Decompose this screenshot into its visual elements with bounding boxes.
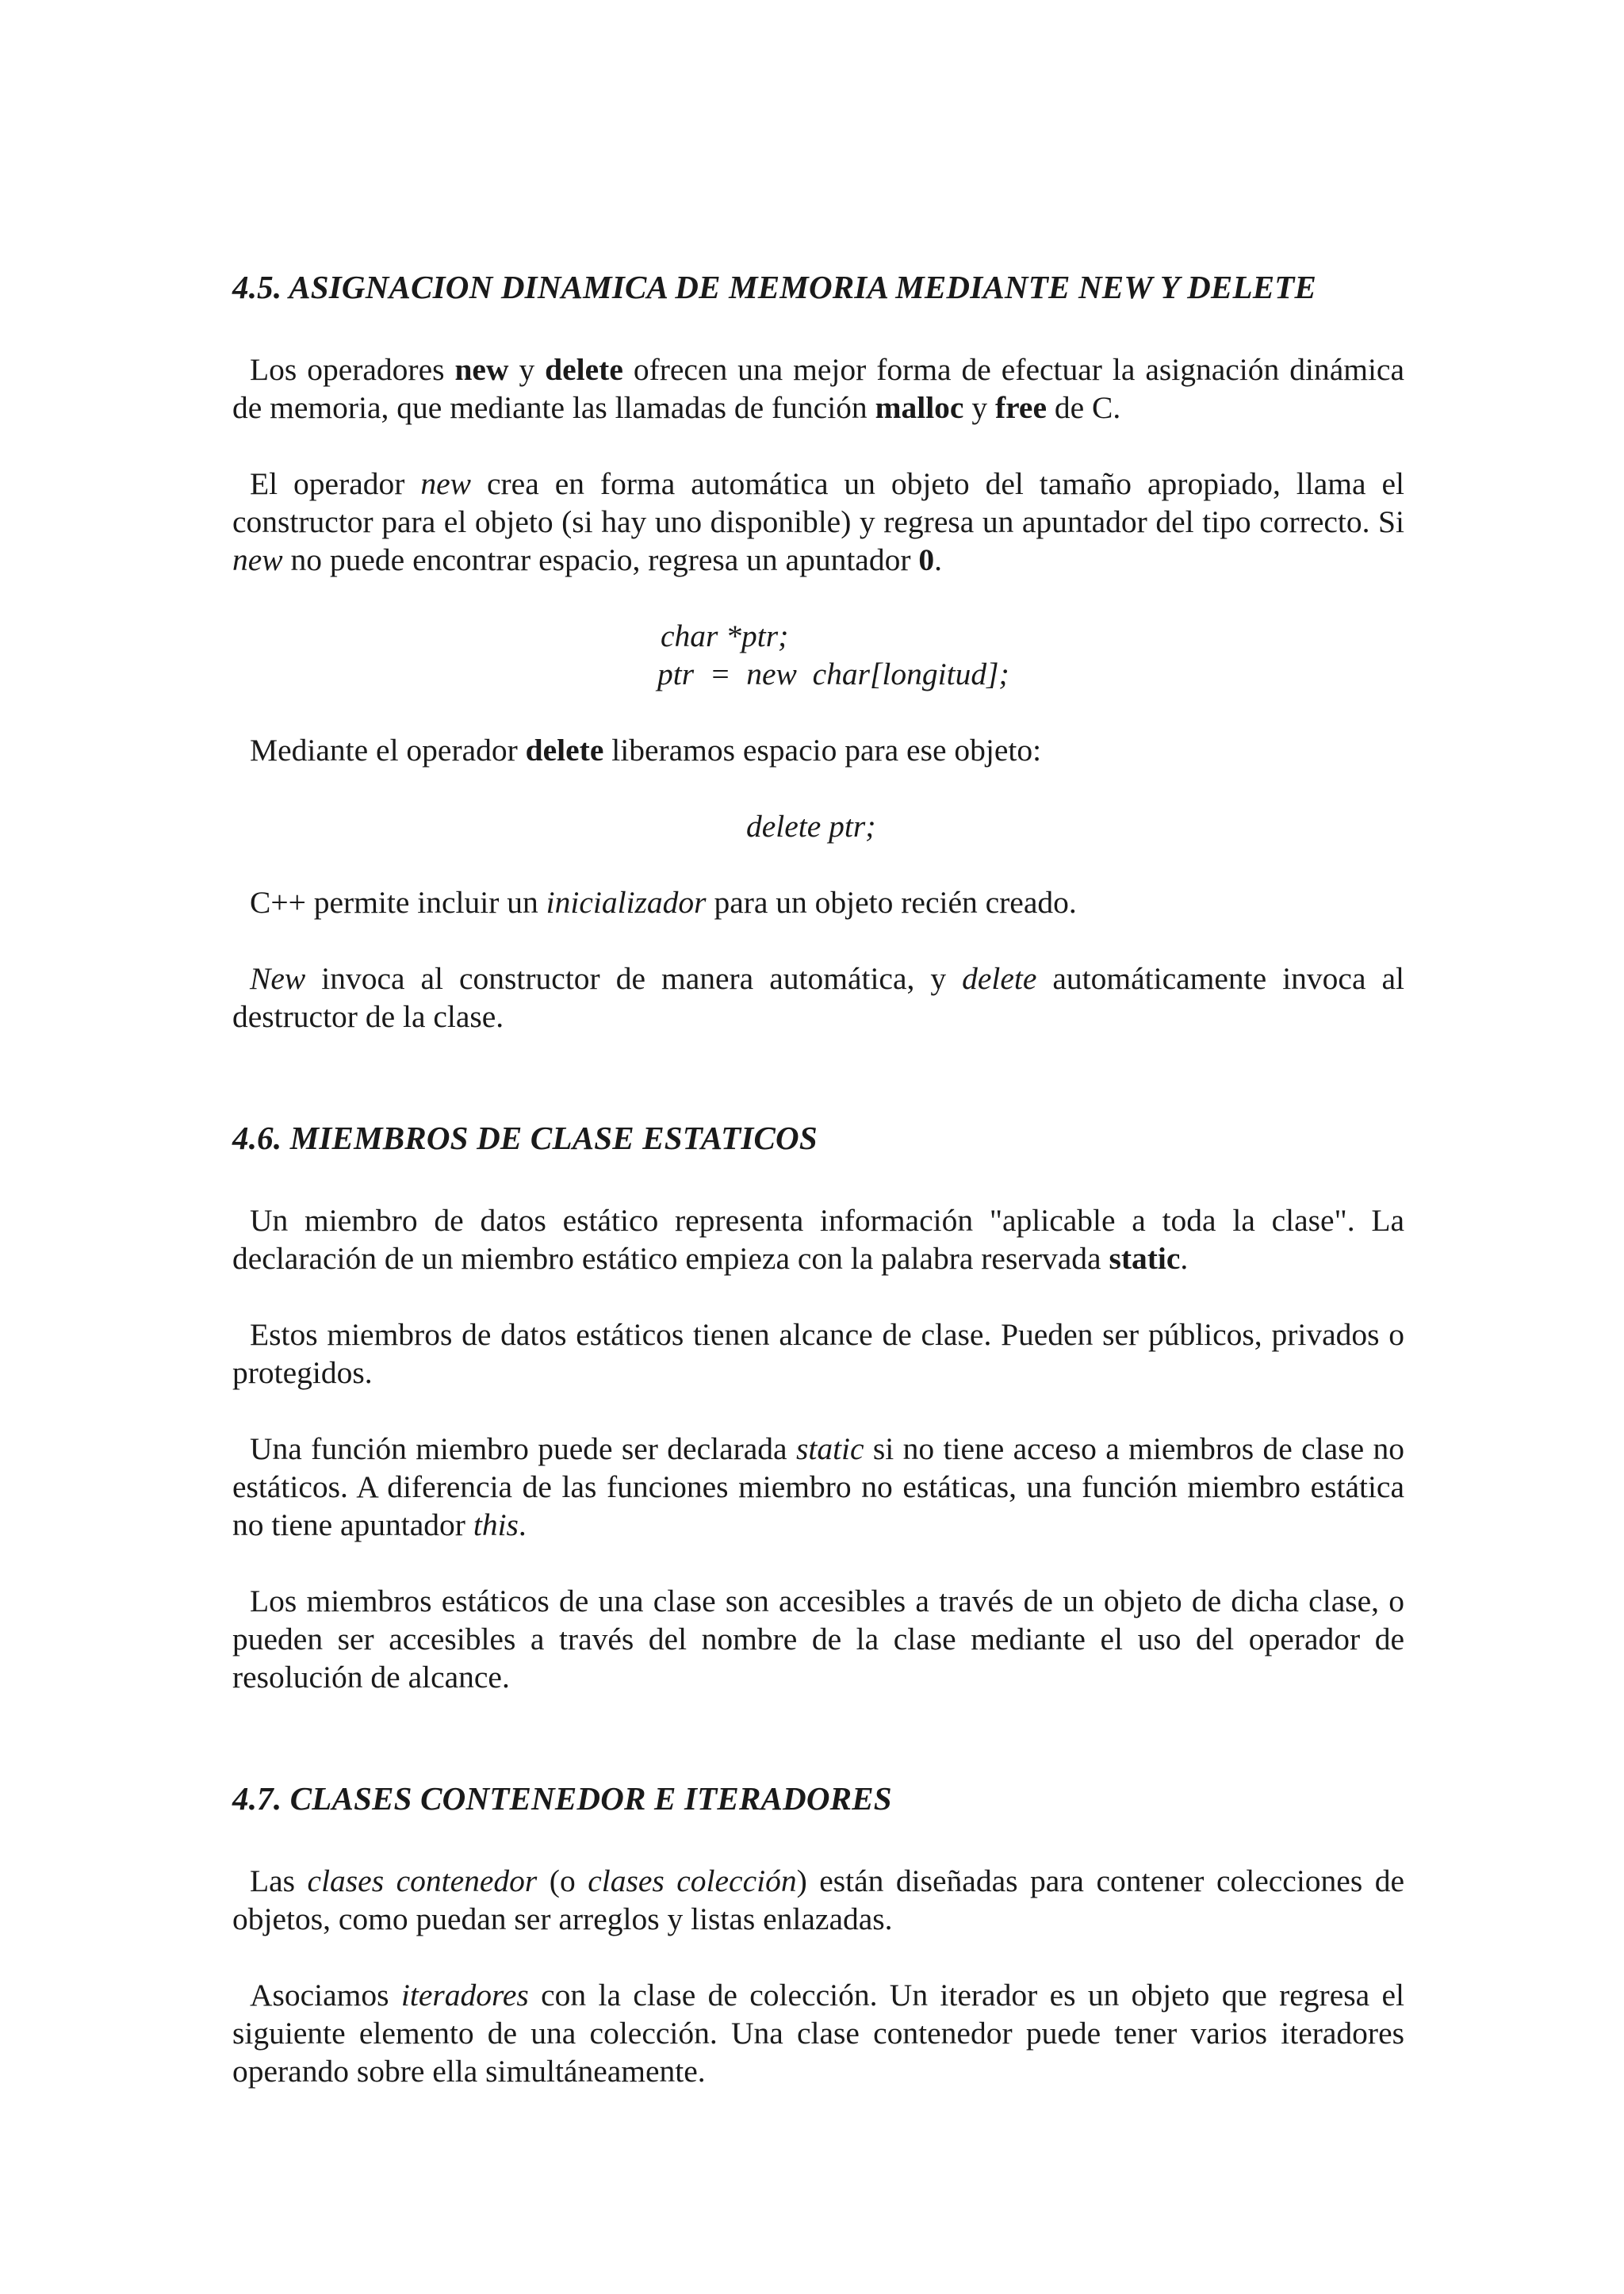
paragraph-new-operator: El operador new crea en forma automática un objeto del tamaño apropiado, llama el constructor para el objeto (si hay uno disponible) y regresa un apuntador del tipo correcto. Si new no puede encontrar espacio, regresa un apuntador 0. (232, 466, 1404, 577)
paragraph-constructor-destructor: New invoca al constructor de manera automática, y delete automáticamente invoca al destructor de la clase. (232, 961, 1404, 1034)
paragraph-container-classes: Las clases contenedor (o clases colección) están diseñadas para contener colecciones de objetos, como puedan ser arreglos y listas enlazadas. (232, 1863, 1404, 1936)
paragraph-static-access: Los miembros estáticos de una clase son accesibles a través de un objeto de dicha clase, o pueden ser accesibles a través del nombre de la clase mediante el uso del operador de resolución de alcance. (232, 1584, 1404, 1695)
section-heading-4-5: 4.5. ASIGNACION DINAMICA DE MEMORIA MEDIANTE NEW Y DELETE (232, 269, 1317, 305)
paragraph-new-delete-intro: Los operadores new y delete ofrecen una mejor forma de efectuar la asignación dinámica de memoria, que mediante las llamadas de función malloc y free de C. (232, 352, 1404, 425)
section-heading-4-7: 4.7. CLASES CONTENEDOR E ITERADORES (232, 1780, 892, 1817)
paragraph-initializer: C++ permite incluir un inicializador para un objeto recién creado. (250, 885, 1077, 920)
document-page (232, 268, 1404, 2090)
code-line-delete: delete ptr; (746, 809, 876, 844)
paragraph-static-scope: Estos miembros de datos estáticos tienen alcance de clase. Pueden ser públicos, privados o protegidos. (232, 1317, 1404, 1390)
code-line: ptr = new char[longitud]; (657, 657, 1009, 691)
paragraph-static-function: Una función miembro puede ser declarada static si no tiene acceso a miembros de clase no estáticos. A diferencia de las funciones miembro no estáticas, una función miembro estática no tiene apuntador this. (232, 1431, 1404, 1542)
code-block-new (232, 617, 1404, 693)
paragraph-static-member: Un miembro de datos estático representa información "aplicable a toda la clase". La declaración de un miembro estático empieza con la palabra reservada static. (232, 1203, 1404, 1276)
paragraph-iterators: Asociamos iteradores con la clase de colección. Un iterador es un objeto que regresa el siguiente elemento de una colección. Una clase contenedor puede tener varios iteradores operando sobre ella simultáneamente. (232, 1978, 1404, 2089)
code-line: char *ptr; (661, 618, 789, 653)
paragraph-delete-operator: Mediante el operador delete liberamos espacio para ese objeto: (250, 733, 1042, 768)
section-heading-4-6: 4.6. MIEMBROS DE CLASE ESTATICOS (232, 1120, 818, 1156)
